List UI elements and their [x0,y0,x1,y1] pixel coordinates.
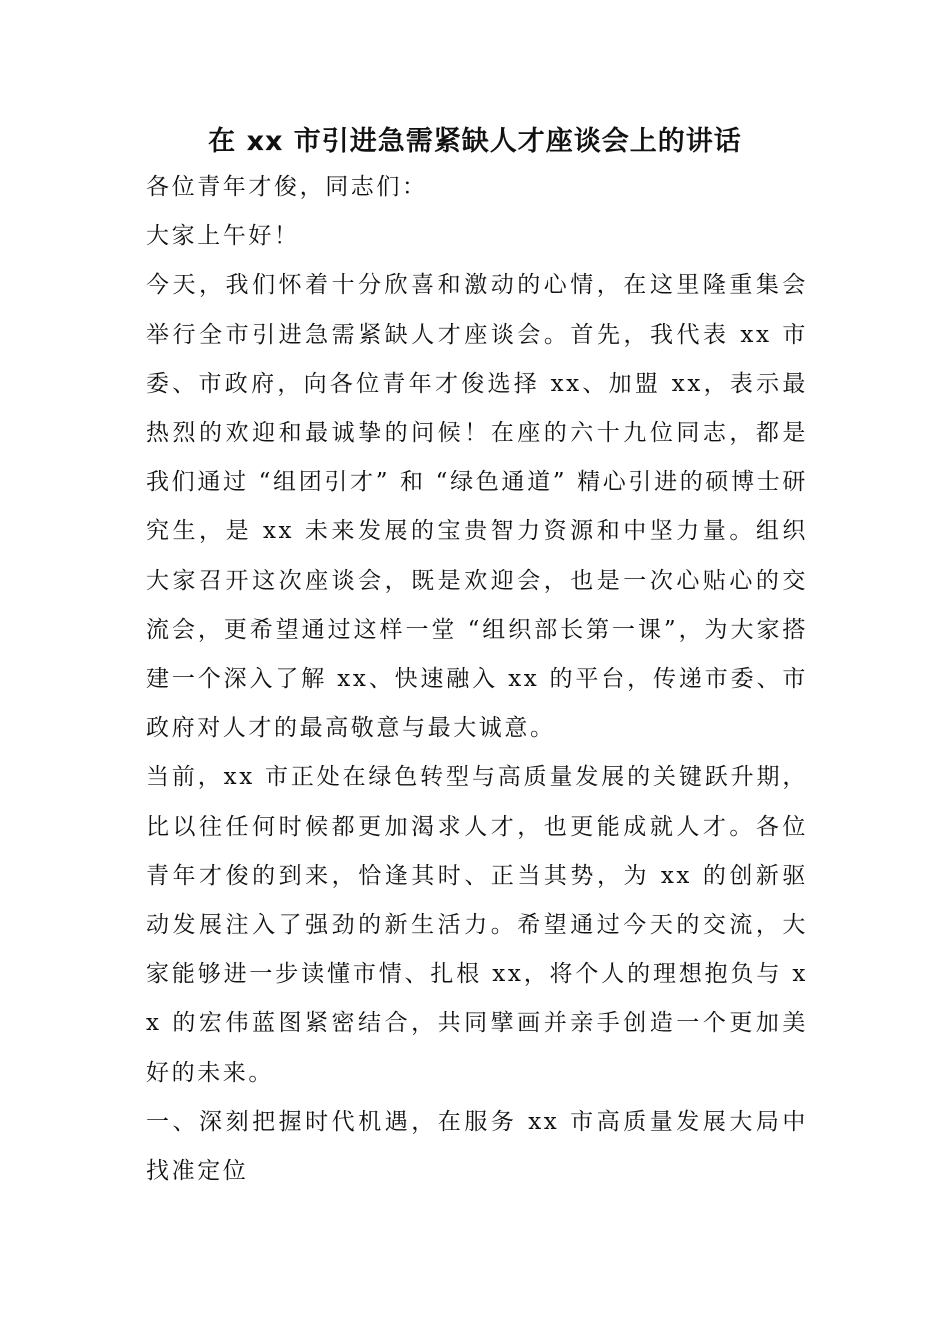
body-paragraph: 今天，我们怀着十分欣喜和激动的心情，在这里隆重集会举行全市引进急需紧缺人才座谈会。首先，我代表 xx 市委、市政府，向各位青年才俊选择 xx、加盟 xx，表示最热烈的欢迎和最诚挚的问候！在座的六十九位同志，都是我们通过 “组团引才” 和 “绿色通道” 精心引进的硕博士研究生，是 xx 未来发展的宝贵智力资源和中坚力量。组织大家召开这次座谈会，既是欢迎会，也是一次心贴心的交流会，更希望通过这样一堂 “组织部长第一课”，为大家搭建一个深入了解 xx、快速融入 xx 的平台，传递市委、市政府对人才的最高敬意与最大诚意。 [146,272,808,742]
body-paragraph: 当前，xx 市正处在绿色转型与高质量发展的关键跃升期，比以往任何时候都更加渴求人才，也更能成就人才。各位青年才俊的到来，恰逢其时、正当其势，为 xx 的创新驱动发展注入了强劲的新生活力。希望通过今天的交流，大家能够进一步读懂市情、扎根 xx，将个人的理想抱负与 xx 的宏伟蓝图紧密结合，共同擘画并亲手创造一个更加美好的未来。 [146,764,808,1086]
section-heading: 一、深刻把握时代机遇，在服务 xx 市高质量发展大局中找准定位 [146,1108,808,1185]
document-body [146,163,808,1196]
salutation: 各位青年才俊，同志们： [146,174,428,200]
document-title: 在 xx 市引进急需紧缺人才座谈会上的讲话 [208,126,742,157]
greeting: 大家上午好！ [146,223,300,250]
